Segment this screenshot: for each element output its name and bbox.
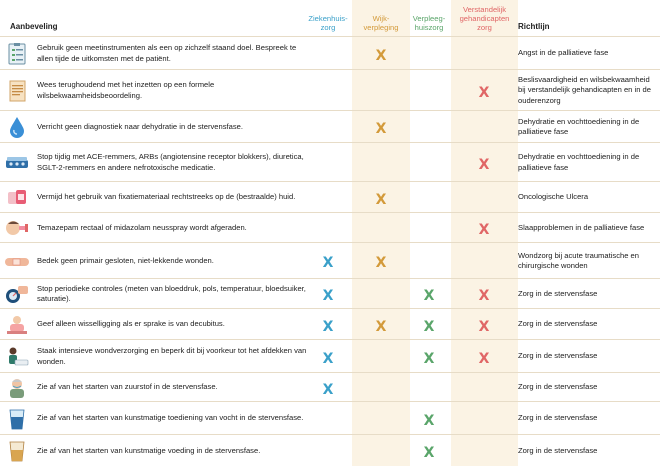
recommendation-text: Wees terughoudend met het inzetten op een formele wilsbekwaamheidsbeoordeling. xyxy=(37,80,215,100)
mark-verstandelijk: X xyxy=(478,288,490,304)
mark-verstandelijk: X xyxy=(478,222,490,238)
richtlijn-text: Zorg in de stervensfase xyxy=(518,319,598,328)
richtlijn-text: Zorg in de stervensfase xyxy=(518,288,598,298)
richtlijn-text: Dehydratie en vochttoediening in de palliatieve fase xyxy=(518,116,640,136)
water-drop-icon xyxy=(4,115,30,139)
oxygen-patient-icon xyxy=(4,376,30,400)
header-ziekenhuiszorg: Ziekenhuis- zorg xyxy=(308,14,348,32)
table-row xyxy=(0,372,660,401)
mark-wijk: X xyxy=(375,121,387,137)
mark-wijk: X xyxy=(375,47,387,64)
table-row xyxy=(0,36,660,69)
recommendation-text: Staak intensieve wondverzorging en beperk dit bij voorkeur tot het afdekken van wonden. xyxy=(37,346,307,366)
mark-verstandelijk: X xyxy=(478,350,490,367)
table-row xyxy=(0,401,660,434)
wound-arm-icon xyxy=(4,249,30,273)
mark-ziekenhuis: X xyxy=(322,381,334,398)
header-richtlijn: Richtlijn xyxy=(518,22,550,31)
mark-ziekenhuis: X xyxy=(322,318,334,335)
richtlijn-text: Zorg in de stervensfase xyxy=(518,382,598,391)
header-wijkverpleging: Wijk- verpleging xyxy=(363,14,399,32)
table-row xyxy=(0,181,660,212)
recommendation-text: Zie af van het starten van zuurstof in de stervensfase. xyxy=(37,382,218,391)
nurse-care-icon xyxy=(4,345,30,369)
mark-wijk: X xyxy=(375,255,387,271)
checklist-icon xyxy=(4,42,30,66)
recommendation-text: Vermijd het gebruik van fixatiemateriaal rechtstreeks op de (bestraalde) huid. xyxy=(37,192,296,201)
header-verstandelijk-gehandicaptenzorg: Verstandelijk gehandicapten zorg xyxy=(459,5,510,32)
mark-verpleeg: X xyxy=(423,412,435,429)
mark-verstandelijk: X xyxy=(478,84,490,101)
mark-wijk: X xyxy=(375,318,387,335)
recommendation-text: Stop periodieke controles (meten van bloeddruk, pols, temperatuur, bloedsuiker, saturatie). xyxy=(37,283,306,303)
header-verpleeghuiszorg: Verpleeg- huiszorg xyxy=(412,14,446,32)
richtlijn-text: Slaapproblemen in de palliatieve fase xyxy=(518,222,645,232)
pills-icon xyxy=(4,151,30,175)
recommendation-text: Zie af van het starten van kunstmatige toediening van vocht in de stervensfase. xyxy=(37,413,304,422)
mark-verpleeg: X xyxy=(423,288,435,304)
recommendation-text: Verricht geen diagnostiek naar dehydratie in de stervensfase. xyxy=(37,121,244,131)
richtlijn-text: Dehydratie en vochttoediening in de palliatieve fase xyxy=(518,152,640,172)
header-aanbeveling: Aanbeveling xyxy=(10,22,58,31)
table-row xyxy=(0,110,660,142)
recommendation-text: Gebruik geen meetinstrumenten als een op zichzelf staand doel. Bespreek te allen tijde de uitkomsten met de patiënt. xyxy=(37,43,297,63)
mark-verpleeg: X xyxy=(423,445,435,461)
fluid-glass-icon xyxy=(4,407,30,431)
table-row xyxy=(0,308,660,339)
richtlijn-text: Zorg in de stervensfase xyxy=(518,351,598,360)
table-row xyxy=(0,434,660,466)
richtlijn-text: Angst in de palliatieve fase xyxy=(518,48,609,57)
table-row xyxy=(0,212,660,242)
richtlijn-text: Oncologische Ulcera xyxy=(518,192,589,201)
bandage-icon xyxy=(4,186,30,210)
mark-verstandelijk: X xyxy=(478,156,490,173)
blood-pressure-icon xyxy=(4,282,30,306)
mark-ziekenhuis: X xyxy=(322,255,334,271)
richtlijn-text: Zorg in de stervensfase xyxy=(518,413,598,422)
table-row xyxy=(0,339,660,372)
document-icon xyxy=(4,79,30,103)
patient-bed-icon xyxy=(4,313,30,337)
recommendation-text: Bedek geen primair gesloten, niet-lekkende wonden. xyxy=(37,255,214,265)
mark-verpleeg: X xyxy=(423,318,435,335)
mark-verstandelijk: X xyxy=(478,318,490,335)
mark-verpleeg: X xyxy=(423,350,435,367)
recommendation-text: Temazepam rectaal of midazolam neusspray wordt afgeraden. xyxy=(37,222,247,232)
recommendation-text: Zie af van het starten van kunstmatige voeding in de stervensfase. xyxy=(37,445,261,455)
recommendation-text: Geef alleen wisselligging als er sprake is van decubitus. xyxy=(37,319,225,328)
richtlijn-text: Beslisvaardigheid en wilsbekwaamheid bij verstandelijk gehandicapten en in de ouderenzorg xyxy=(518,74,651,105)
mark-wijk: X xyxy=(375,191,387,208)
recommendation-text: Stop tijdig met ACE-remmers, ARBs (angiotensine receptor blokkers), diuretica, SGLT-2-remmers en andere nefrotoxische medicatie. xyxy=(37,152,304,172)
table-row xyxy=(0,242,660,278)
table-row xyxy=(0,69,660,110)
richtlijn-text: Wondzorg bij acute traumatische en chirurgische wonden xyxy=(518,250,640,270)
table-header xyxy=(0,0,660,36)
food-glass-icon xyxy=(4,439,30,463)
mark-ziekenhuis: X xyxy=(322,288,334,304)
nasal-spray-icon xyxy=(4,216,30,240)
mark-ziekenhuis: X xyxy=(322,350,334,367)
table-row xyxy=(0,278,660,308)
richtlijn-text: Zorg in de stervensfase xyxy=(518,445,598,455)
table-row xyxy=(0,142,660,181)
